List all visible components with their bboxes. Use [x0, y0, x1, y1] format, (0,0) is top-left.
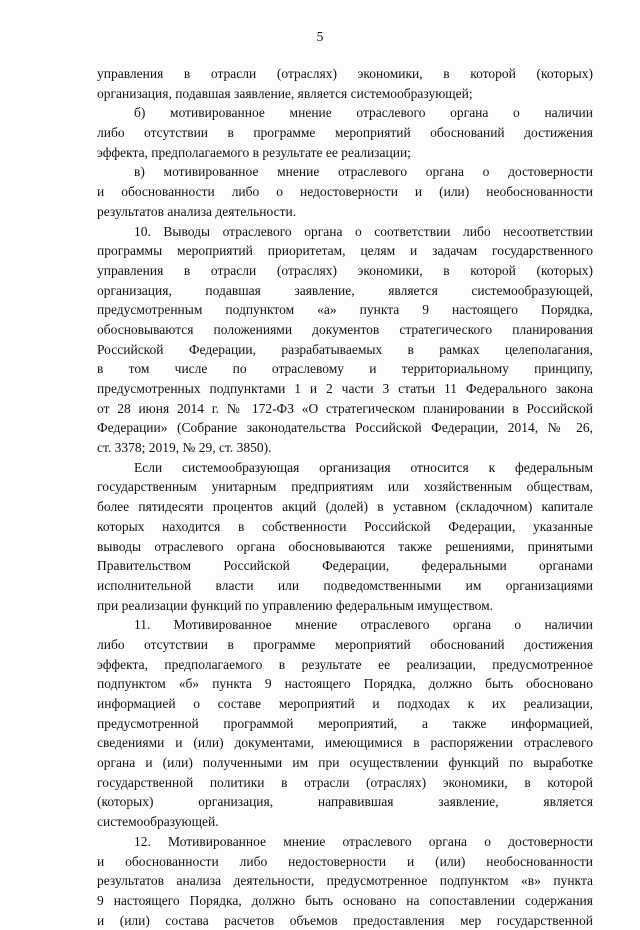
text-line: организация, подавшая заявление, является системообразующей, [97, 282, 593, 298]
text-line: Федерации» (Собрание законодательства Российской Федерации, 2014, № 26, [97, 420, 593, 436]
text-line: в том числе по отраслевому и территориальному принципу, [97, 361, 593, 377]
text-line: информацией о составе мероприятий и подходах к их реализации, [97, 696, 593, 711]
text-line: программы мероприятий приоритетам, целям и задачам государственного [97, 243, 593, 259]
text-line: обосновываются положениями документов стратегического планирования [97, 321, 593, 337]
text-line: при реализации функций по управлению федеральным имуществом. [97, 597, 494, 613]
text-line: б) мотивированное мнение отраслевого органа о наличии [134, 105, 593, 121]
text-line: эффекта, предполагаемого в результате ее реализации; [97, 144, 411, 160]
text-line: (которых) организация, направившая заявление, является [97, 794, 593, 810]
text-line: органа и (или) полученными им при осуществлении функций по выработке [97, 755, 593, 771]
text-line: ст. 3378; 2019, № 29, ст. 3850). [97, 440, 272, 456]
text-line: Правительством Российской Федерации, федеральными органами [97, 558, 593, 574]
page-number: 5 [316, 29, 324, 44]
text-line: государственным унитарным предприятиям или хозяйственным обществам, [97, 479, 593, 495]
text-line: подпунктом «б» пункта 9 настоящего Порядка, должно быть обосновано [97, 676, 593, 692]
text-line: 9 настоящего Порядка, должно быть основано на сопоставлении содержания [97, 892, 593, 908]
text-line: 12. Мотивированное мнение отраслевого органа о достоверности [134, 833, 593, 849]
text-line: 10. Выводы отраслевого органа о соответствии либо несоответствии [134, 223, 593, 239]
text-line: сведениями и (или) документами, имеющимися в распоряжении отраслевого [97, 735, 593, 751]
text-line: более пятидесяти процентов акций (долей) в уставном (складочном) капитале [97, 499, 593, 515]
text-line: либо отсутствии в программе мероприятий обоснований достижения [97, 125, 593, 141]
text-line: эффекта, предполагаемого в результате ее реализации, предусмотренное [97, 656, 593, 672]
text-line: которых находится в собственности Российской Федерации, указанные [97, 518, 593, 534]
text-line: предусмотренных подпунктами 1 и 2 части 3 статьи 11 Федерального закона [97, 381, 593, 396]
text-line: организация, подавшая заявление, является системообразующей; [97, 85, 473, 101]
text-line: выводы отраслевого органа обосновываются также решениями, принятыми [97, 538, 593, 554]
text-line: предусмотренной программой мероприятий, а также информацией, [97, 715, 593, 731]
text-line: управления в отрасли (отраслях) экономики, в которой (которых) [97, 66, 593, 81]
text-line: 11. Мотивированное мнение отраслевого органа о наличии [134, 617, 593, 633]
text-line: от 28 июня 2014 г. № 172-ФЗ «О стратегическом планировании в Российской [97, 400, 593, 416]
text-line: системообразующей. [97, 814, 219, 830]
text-line: результатов анализа деятельности. [97, 203, 297, 219]
text-line: государственной политики в отрасли (отраслях) экономики, в которой [97, 774, 593, 790]
text-line: результатов анализа деятельности, предусмотренное подпунктом «в» пункта [97, 873, 593, 889]
text-line: исполнительной власти или подведомственными им организациями [97, 577, 593, 593]
text-line: в) мотивированное мнение отраслевого органа о достоверности [134, 164, 593, 180]
text-line: и обоснованности либо о недостоверности и (или) необоснованности [97, 184, 593, 200]
text-line: предусмотренным подпунктом «а» пункта 9 настоящего Порядка, [97, 302, 593, 318]
text-line: и обоснованности либо недостоверности и (или) необоснованности [97, 853, 593, 869]
text-line: управления в отрасли (отраслях) экономики, в которой (которых) [97, 262, 593, 278]
text-line: Если системообразующая организация относится к федеральным [134, 459, 593, 475]
text-line: Российской Федерации, разрабатываемых в рамках целеполагания, [97, 341, 593, 357]
body-text [97, 64, 593, 930]
text-line: либо отсутствии в программе мероприятий обоснований достижения [97, 636, 593, 652]
text-line: и (или) состава расчетов объемов предоставления мер государственной [97, 912, 593, 928]
